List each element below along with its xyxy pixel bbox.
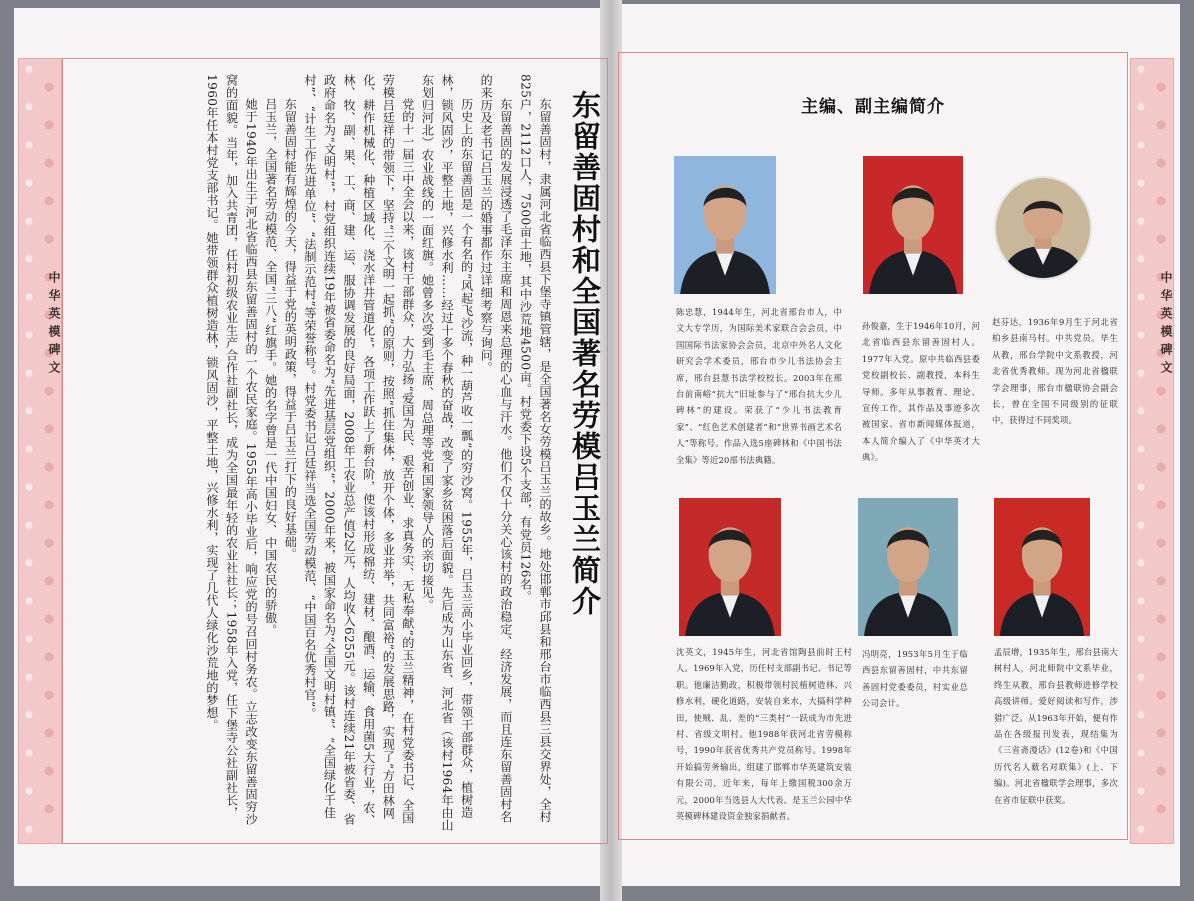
article <box>74 74 602 834</box>
right-decorative-strip <box>1130 58 1174 844</box>
article-title: 东留善固村和全国著名劳模吕玉兰简介 <box>568 90 602 617</box>
article-paragraph-7: 她于1940年出生于河北省临西县东留善固村的一个农民家庭。1955年高小毕业后，响应党的号召回村务农。立志改变东留善固穷沙窝的面貌。当年，加入共青团，任村初级农业生产合作社副社长，成为全国最年轻的农业社社长；1958年入党，任下堡寺公社副社长，1960年任本村党支部书记。她带领群众植树造林，锁风固沙，平整土地，兴修水利，实现了几代人绿化沙荒地的梦想。 <box>204 74 259 826</box>
editor-portrait-photo <box>863 156 963 294</box>
editor-portrait-photo <box>858 498 958 636</box>
article-paragraph-6: 吕玉兰，全国著名劳动模范、全国“三八”红旗手。她的名字曾是一代中国妇女、中国农民的骄傲。 <box>263 98 278 637</box>
editor-portrait-photo <box>679 498 781 636</box>
editor-portrait-photo <box>994 176 1092 280</box>
editor-bio: 孙俊嘉，生于1946年10月，河北省临西县东留善固村人。1977年入党。原中共临西县委党校副校长、副教授，本科生导师。多年从事教育、理论、宣传工作，其作品及事迹多次被国家、省市新闻媒体报道，本人简介编入了《中华英才大典》。 <box>862 321 980 463</box>
editors-section-title: 主编、副主编简介 <box>801 97 945 117</box>
article-paragraph-4: 党的十一届三中全会以来，该村干部群众，大力弘扬“爱国为民、艰苦创业、求真务实、无私奉献”的玉兰精神，在村党委书记、全国劳模吕廷祥的带领下，坚持“三个文明一起抓”的原则，按照“抓住集体，放开个体，多业并举，共同富裕”的发展思路，实现了“方田林网化、耕作机械化、种植区域化、浇水洋井管道化”，各项工作跃上了新台阶，使该村形成棉纺、建材、酿酒、运输、食用菌5大行业，农、林、牧、副、果、工、商、建、运、服协调发展的良好局面，2008年工农业总产值2亿元，人均收入6255元。该村连续21年被省委、省政府命名为“文明村”，村党组织连续19年被省委命名为“先进基层党组织”，2000年来，被国家命名为“全国文明村镇”、“全国绿化千佳村”、“计生工作先进单位”、“法制示范村”等荣誉称号。村党委书记吕廷祥当选全国劳动模范、“中国百名优秀村官”。 <box>302 74 415 827</box>
editor-portrait-photo <box>674 156 776 294</box>
article-paragraph-1: 东留善固村，隶属河北省临西县下堡寺镇管辖，是全国著名女劳模吕玉兰的故乡。地处邯郸市邱县和邢台市临西县三县交界处，全村825户，2112口人，7500亩土地，其中沙荒地4500亩。村党委下设5个支部，有党员126名。 <box>518 74 552 824</box>
editor-bio: 赵芬达，1936年9月生于河北省柏乡县南马村。中共党员。毕生从教，邢台学院中文系教授，河北省优秀教师。现为河北省楹联学会理事，邢台市楹联协会副会长，曾在全国不同级别的征联中，获得过不同奖项。 <box>992 317 1118 426</box>
editor-portrait-photo <box>994 498 1090 636</box>
editor-bio: 冯明亮，1953年5月生于临西县东留善固村，中共东留善固村党委委员，村实业总公司会计。 <box>862 649 968 709</box>
right-side-label: 中华英模碑文 <box>1159 271 1173 379</box>
left-side-label: 中华英模碑文 <box>47 271 61 379</box>
left-decorative-strip <box>18 58 62 844</box>
editor-bio: 陈忠慧，1944年生，河北省邢台市人，中文大专学历，为国际美术家联合会会员，中国国际书法家协会会员，北京中外名人文化研究会学术委员，邢台市少儿书法协会主席，邢台县慧书法学校校长。2003年在邢台前南峪“抗大”旧址参与了“邢台抗大少儿碑林”的建设。荣获了“少儿书法教育家”、“红色艺术创建者”和“世界书画艺术名人”等称号。作品入选5座碑林和《中国书法全集》等近20部书法典籍。 <box>676 307 842 465</box>
article-paragraph-2: 东留善固的发展浸透了毛泽东主席和周恩来总理的心血与汗水。他们不仅十分关心该村的政治稳定、经济发展，而且连东留善固村名的来历及老书记吕玉兰的婚事都作过详细考察与询问。 <box>479 74 513 824</box>
editor-bio: 沈英文，1945年生，河北省馆陶县前时王村人。1969年入党，历任村支部副书记、书记等职。他廉洁勤政，积极带领村民植树造林、兴修水利，硬化道路，安装自来水，大搞科学种田，使贼、乱、差的“三类村”一跃成为市先进村、省级文明村。他1988年获河北省劳模称号，1990年获省优秀共产党员称号。1998年开始搞劳务输出，组建了邯郸市华英建筑安装有限公司，近年来，每年上缴国税300余万元，2000年当选县人大代表。是玉兰公园中华英模碑林建设资金独家捐献者。 <box>676 647 852 822</box>
editor-bio: 孟辰增，1935年生，邢台县南大树村人，河北师院中文系毕业，终生从教，邢台县教师进修学校高级讲师。爱好阅读和写作，涉猎广泛。从1963年开始，便有作品在各级报刊发表，现结集为《三省斋漫话》(12卷)和《中国历代名人薮名对联集》(上、下编)。河北省楹联学会理事，多次在省市征联中获奖。 <box>994 647 1118 805</box>
article-paragraph-3: 历史上的东留善固是一个有名的“风起飞沙流，种一葫芦收一瓢”的穷沙窝。1955年，吕玉兰高小毕业回乡，带领干部群众，植树造林，锁风固沙，平整土地，兴修水利……经过十多个春秋的奋战，改变了家乡贫困落后面貌。先后成为山东省、河北省（该村1964年由山东划归河北）农业战线的一面红旗。她曾多次受到毛主席、周总理等党和国家领导人的亲切接见。 <box>420 74 474 832</box>
article-paragraph-5: 东留善固村能有辉煌的今天，得益于党的英明政策，得益于吕玉兰打下的良好基础。 <box>283 98 298 561</box>
